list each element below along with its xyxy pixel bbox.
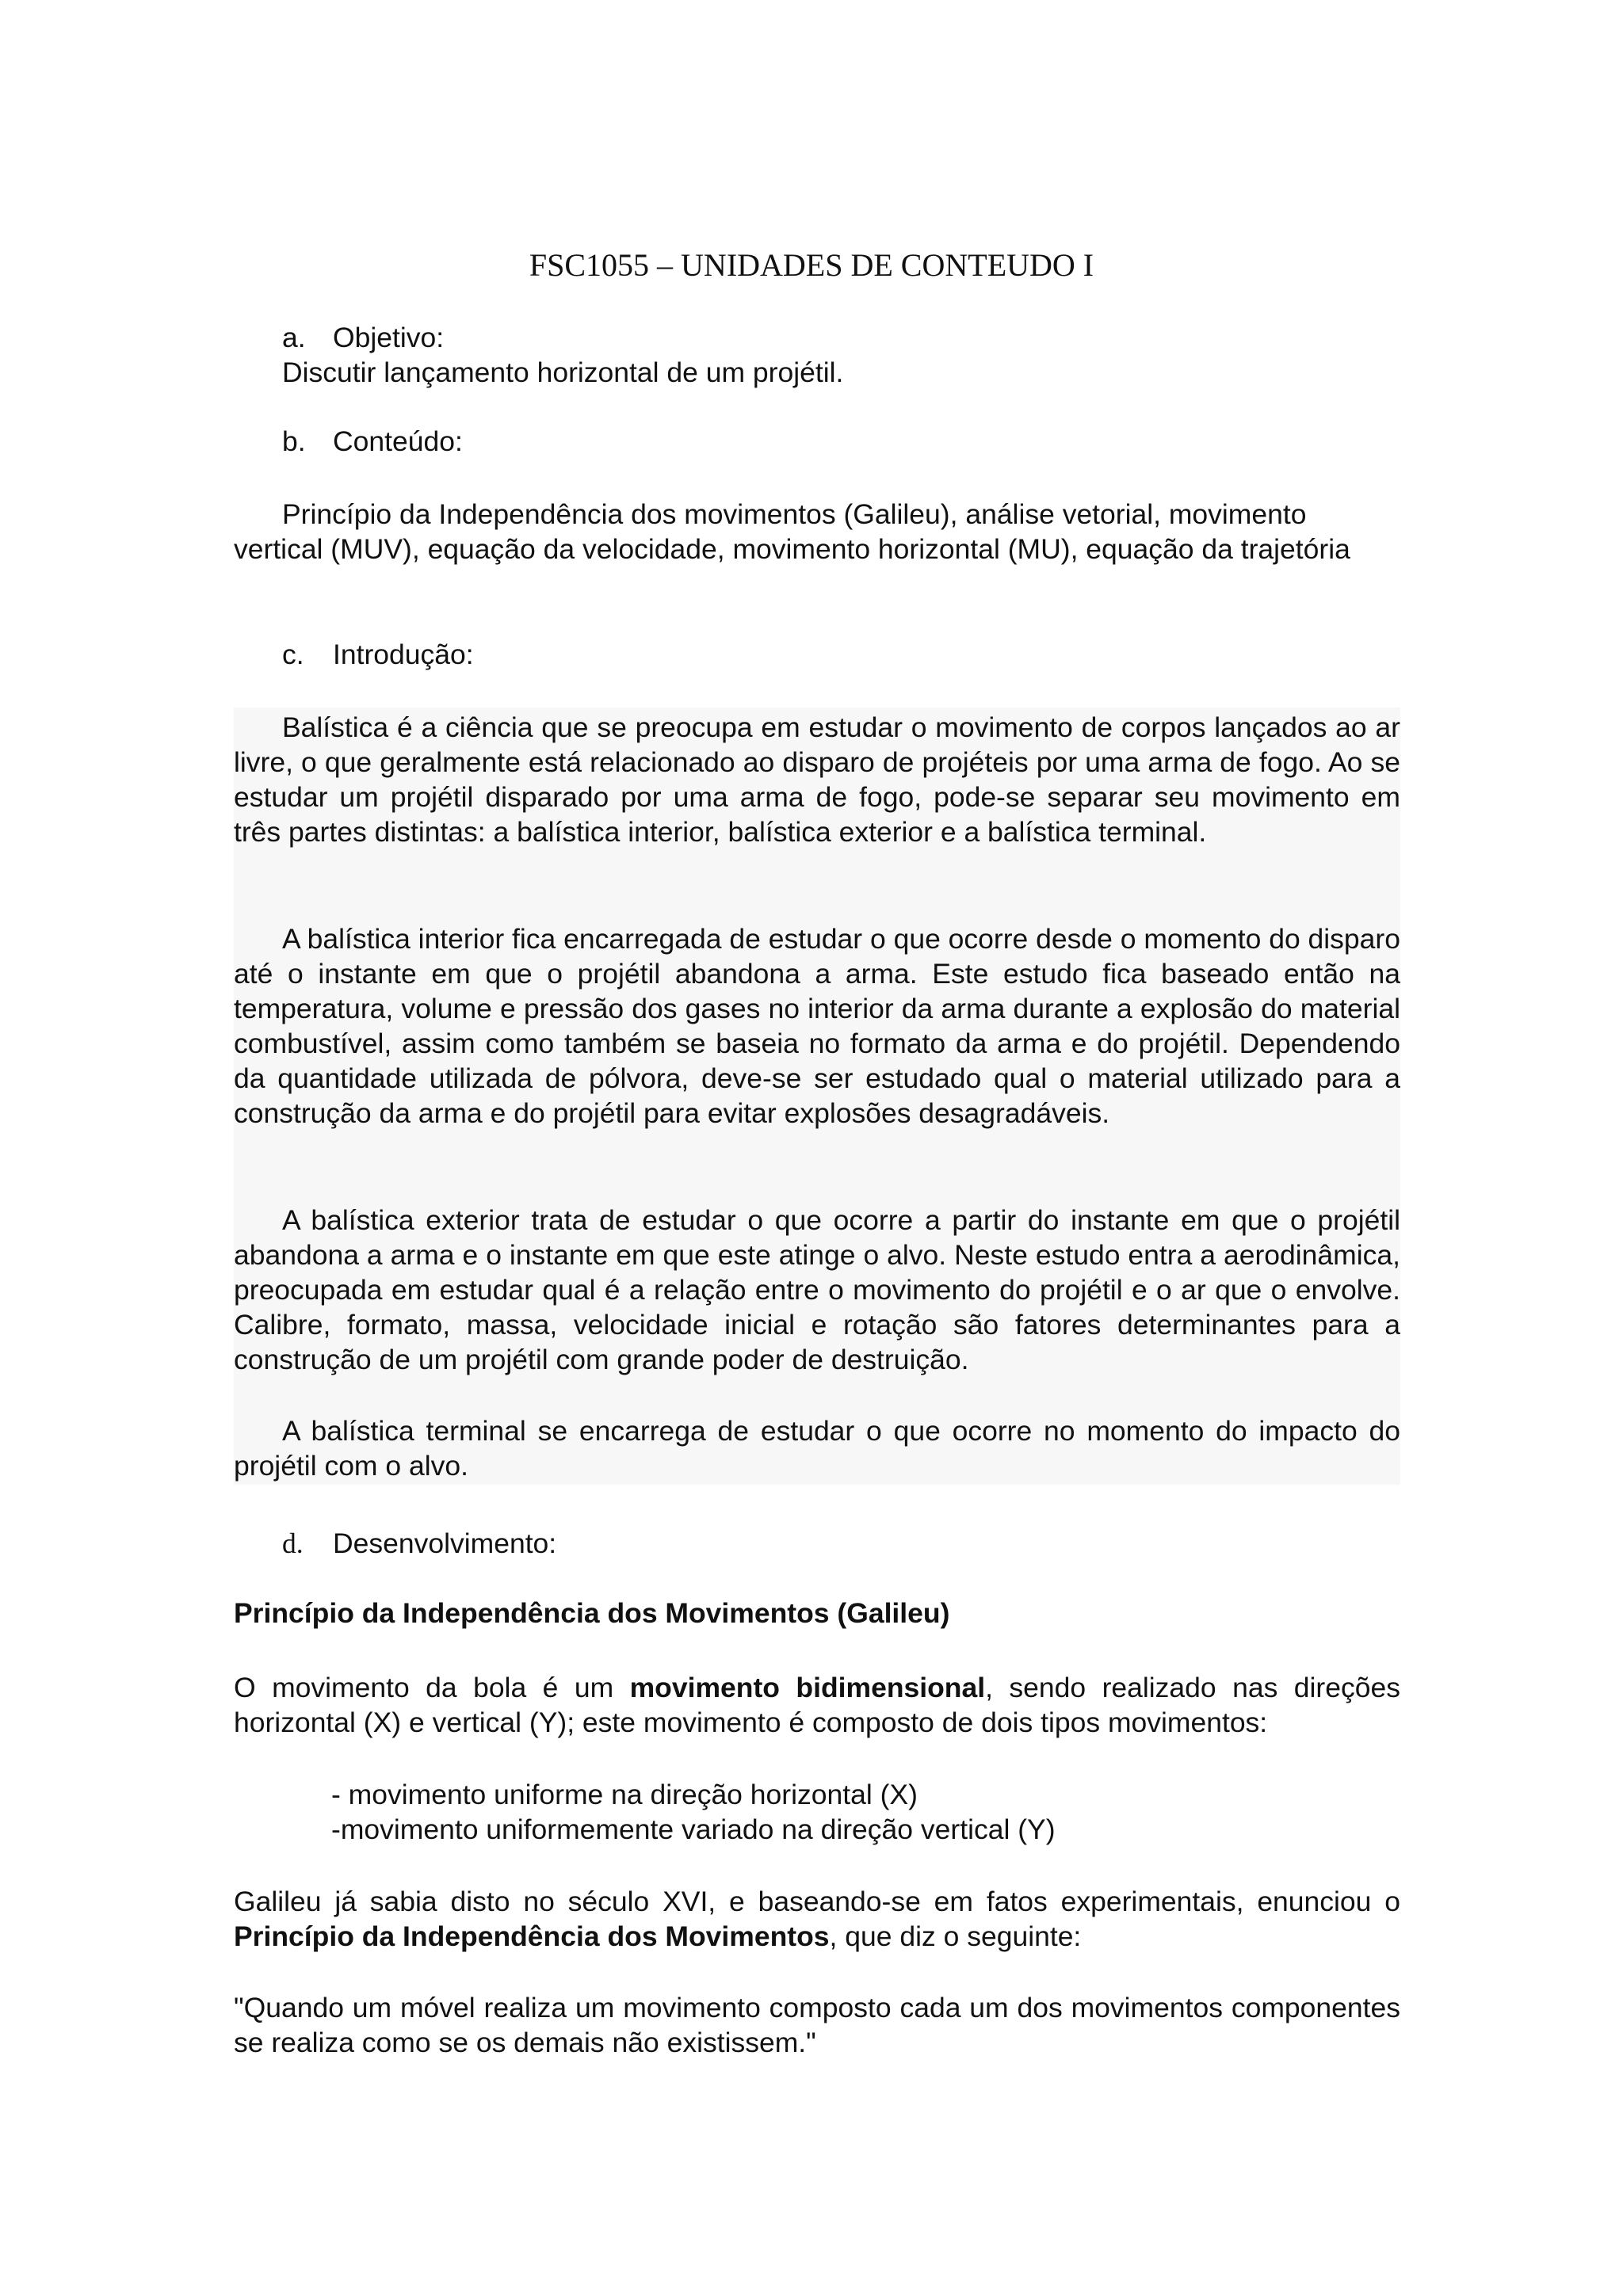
section-marker: a. (282, 322, 306, 353)
section-label: Introdução: (333, 639, 474, 670)
introducao-paragraph-1: Balística é a ciência que se preocupa em estudar o movimento de corpos lançados ao ar livre, o que geralmente está relacionado ao disparo de projéteis por uma arma de fogo. Ao se estudar um projétil disparado por uma arma de fogo, pode-se separar seu movimento em três partes distintas: a balística interior, balística exterior e a balística terminal. (234, 711, 1400, 848)
conteudo-paragraph: Princípio da Independência dos movimentos (Galileu), análise vetorial, movimento vertical (MUV), equação da velocidade, movimento horizontal (MU), equação da trajetória (234, 498, 1350, 565)
document-title: FSC1055 – UNIDADES DE CONTEUDO I (529, 247, 1094, 283)
section-marker: d. (282, 1527, 304, 1559)
section-marker: b. (282, 425, 306, 457)
section-conteudo-heading (282, 424, 463, 459)
section-label: Objetivo: (333, 322, 445, 353)
section-desenvolvimento-heading (282, 1526, 556, 1561)
introducao-paragraph-2: A balística interior fica encarregada de estudar o que ocorre desde o momento do disparo até o instante em que o projétil abandona a arma. Este estudo fica baseado então na temperatura, volume e pressão dos gases no interior da arma durante a explosão do material combustível, assim como também se baseia no formato da arma e do projétil. Dependendo da quantidade utilizada de pólvora, deve-se ser estudado qual o material utilizado para a construção da arma e do projétil para evitar explosões desagradáveis. (234, 923, 1400, 1129)
section-label: Conteúdo: (333, 425, 463, 457)
movement-list (331, 1777, 1056, 1847)
list-item: - movimento uniforme na direção horizontal (X) (331, 1779, 918, 1810)
desenvolvimento-paragraph-2 (234, 1884, 1400, 1954)
desenvolvimento-paragraph-1 (234, 1670, 1400, 1740)
text-run: , sendo realizado nas direções horizontal (X) e vertical (Y); este movimento é composto de dois tipos movimentos: (234, 1672, 1400, 1738)
text-run: O movimento da bola é um (234, 1672, 630, 1703)
section-introducao-heading (282, 637, 474, 672)
subheading-principio: Princípio da Independência dos Movimentos (Galileu) (234, 1597, 950, 1629)
section-marker: c. (282, 639, 304, 670)
introducao-paragraph-4: A balística terminal se encarrega de estudar o que ocorre no momento do impacto do projétil com o alvo. (234, 1415, 1400, 1482)
text-run: , que diz o seguinte: (829, 1920, 1082, 1952)
section-label: Desenvolvimento: (333, 1527, 557, 1559)
bold-term: Princípio da Independência dos Movimentos (234, 1920, 830, 1952)
section-objetivo-heading (282, 320, 444, 355)
text-run: Galileu já sabia disto no século XVI, e baseando-se em fatos experimentais, enunciou o (234, 1886, 1400, 1917)
bold-term: movimento bidimensional (629, 1672, 986, 1703)
introducao-paragraph-3: A balística exterior trata de estudar o que ocorre a partir do instante em que o projétil abandona a arma e o instante em que este atinge o alvo. Neste estudo entra a aerodinâmica, preocupada em estudar qual é a relação entre o movimento do projétil e o ar que o envolve. Calibre, formato, massa, velocidade inicial e rotação são fatores determinantes para a construção de um projétil com grande poder de destruição. (234, 1204, 1400, 1375)
galileo-quote: "Quando um móvel realiza um movimento composto cada um dos movimentos componentes se realiza como se os demais não existissem." (234, 1992, 1400, 2058)
list-item: -movimento uniformemente variado na direção vertical (Y) (331, 1814, 1056, 1845)
objetivo-text: Discutir lançamento horizontal de um projétil. (282, 357, 844, 388)
